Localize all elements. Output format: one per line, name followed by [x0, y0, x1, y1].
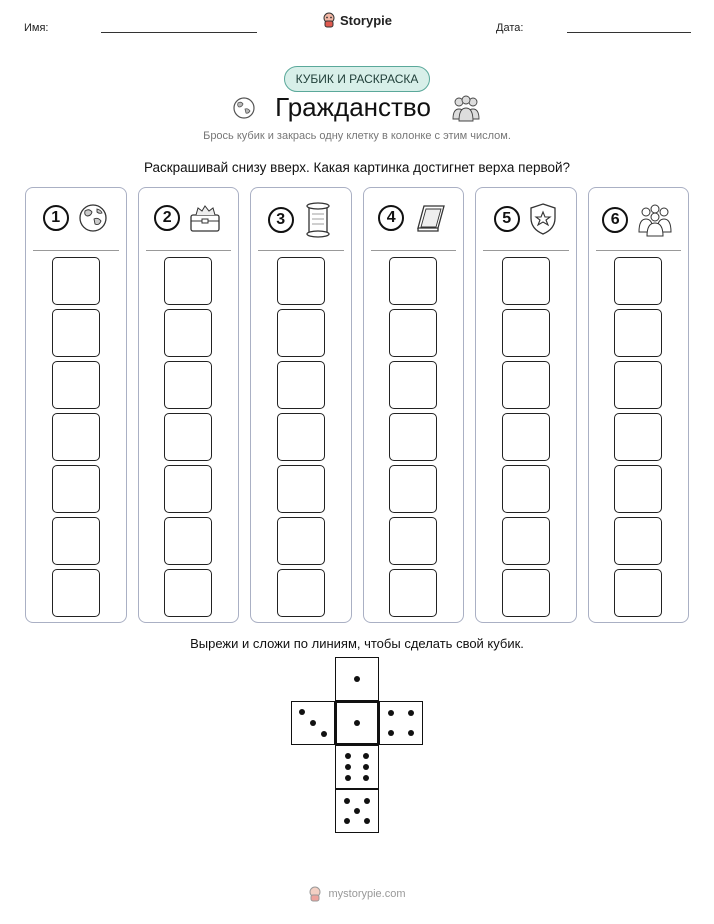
color-cell[interactable]	[389, 257, 437, 305]
toolbox-icon	[188, 202, 222, 234]
color-cell[interactable]	[52, 465, 100, 513]
coloring-columns	[25, 187, 689, 623]
column-divider	[258, 250, 344, 251]
column-number: 4	[378, 205, 404, 231]
color-cell[interactable]	[277, 361, 325, 409]
color-cell[interactable]	[389, 309, 437, 357]
color-cell[interactable]	[502, 569, 550, 617]
globe-icon	[77, 202, 109, 234]
die-pip	[408, 710, 414, 716]
color-cell[interactable]	[52, 413, 100, 461]
date-line	[567, 32, 691, 33]
die-pip	[388, 710, 394, 716]
color-cell[interactable]	[502, 465, 550, 513]
color-cell[interactable]	[164, 361, 212, 409]
die-pip	[310, 720, 316, 726]
die-pip	[354, 676, 360, 682]
column-1	[25, 187, 127, 623]
color-cell[interactable]	[389, 413, 437, 461]
color-cell[interactable]	[502, 413, 550, 461]
color-cell[interactable]	[614, 517, 662, 565]
color-cell[interactable]	[52, 361, 100, 409]
die-pip	[345, 753, 351, 759]
footer	[0, 886, 714, 902]
column-divider	[596, 250, 682, 251]
column-divider	[371, 250, 457, 251]
color-cell[interactable]	[277, 465, 325, 513]
color-cell[interactable]	[389, 569, 437, 617]
color-cell[interactable]	[502, 517, 550, 565]
storypie-mascot-icon	[322, 12, 336, 28]
die-face-5	[335, 789, 379, 833]
die-pip	[388, 730, 394, 736]
die-pip	[344, 798, 350, 804]
instruction: Раскрашивай снизу вверх. Какая картинка достигнет верха первой?	[143, 160, 571, 175]
color-cell[interactable]	[164, 257, 212, 305]
globe-icon	[231, 95, 257, 121]
people-group-icon	[449, 93, 483, 123]
color-cell[interactable]	[389, 361, 437, 409]
column-number: 2	[154, 205, 180, 231]
scroll-icon	[302, 202, 334, 238]
die-pip	[344, 818, 350, 824]
color-cell[interactable]	[277, 517, 325, 565]
die-pip	[321, 731, 327, 737]
column-number: 1	[43, 205, 69, 231]
column-5	[475, 187, 577, 623]
die-pip	[363, 775, 369, 781]
color-cell[interactable]	[614, 413, 662, 461]
footer-url[interactable]: mystorypie.com	[328, 888, 406, 900]
color-cell[interactable]	[277, 309, 325, 357]
book-icon	[412, 202, 448, 234]
color-cell[interactable]	[389, 517, 437, 565]
column-number: 3	[268, 207, 294, 233]
title-row	[0, 92, 714, 123]
color-cell[interactable]	[389, 465, 437, 513]
column-4	[363, 187, 465, 623]
column-number: 6	[602, 207, 628, 233]
die-pip	[354, 808, 360, 814]
color-cell[interactable]	[52, 257, 100, 305]
column-3	[250, 187, 352, 623]
color-cell[interactable]	[614, 361, 662, 409]
color-cell[interactable]	[164, 465, 212, 513]
color-cell[interactable]	[164, 569, 212, 617]
brand-name: Storypie	[339, 12, 392, 28]
die-pip	[345, 764, 351, 770]
die-face-1	[335, 657, 379, 701]
color-cell[interactable]	[52, 569, 100, 617]
color-cell[interactable]	[614, 257, 662, 305]
die-pip	[408, 730, 414, 736]
die-pip	[299, 709, 305, 715]
die-face-4	[379, 701, 423, 745]
color-cell[interactable]	[277, 257, 325, 305]
color-cell[interactable]	[614, 465, 662, 513]
cut-instruction: Вырежи и сложи по линиям, чтобы сделать свой кубик.	[190, 636, 524, 651]
people-group-icon	[636, 202, 674, 238]
color-cell[interactable]	[164, 309, 212, 357]
color-cell[interactable]	[502, 309, 550, 357]
column-divider	[146, 250, 232, 251]
column-2	[138, 187, 240, 623]
color-cell[interactable]	[614, 569, 662, 617]
color-cell[interactable]	[164, 413, 212, 461]
column-6	[588, 187, 690, 623]
subtitle: Брось кубик и закрась одну клетку в колонке с этим числом.	[203, 130, 511, 142]
die-face-3	[291, 701, 335, 745]
color-cell[interactable]	[52, 517, 100, 565]
die-face-1-center	[335, 701, 379, 745]
color-cell[interactable]	[614, 309, 662, 357]
die-pip	[354, 720, 360, 726]
die-pip	[364, 818, 370, 824]
color-cell[interactable]	[164, 517, 212, 565]
storypie-mascot-icon	[308, 886, 322, 902]
name-label: Имя:	[24, 22, 49, 34]
color-cell[interactable]	[52, 309, 100, 357]
color-cell[interactable]	[277, 413, 325, 461]
name-line	[101, 32, 257, 33]
brand-logo	[0, 12, 714, 28]
die-face-6	[335, 745, 379, 789]
color-cell[interactable]	[502, 257, 550, 305]
column-divider	[483, 250, 569, 251]
page-title: Гражданство	[275, 92, 431, 122]
die-pip	[363, 753, 369, 759]
die-pip	[363, 764, 369, 770]
die-pip	[364, 798, 370, 804]
die-pip	[345, 775, 351, 781]
column-divider	[33, 250, 119, 251]
date-label: Дата:	[496, 22, 524, 34]
shield-star-icon	[528, 202, 558, 236]
column-number: 5	[494, 206, 520, 232]
activity-badge: КУБИК И РАСКРАСКА	[284, 66, 430, 92]
color-cell[interactable]	[277, 569, 325, 617]
color-cell[interactable]	[502, 361, 550, 409]
